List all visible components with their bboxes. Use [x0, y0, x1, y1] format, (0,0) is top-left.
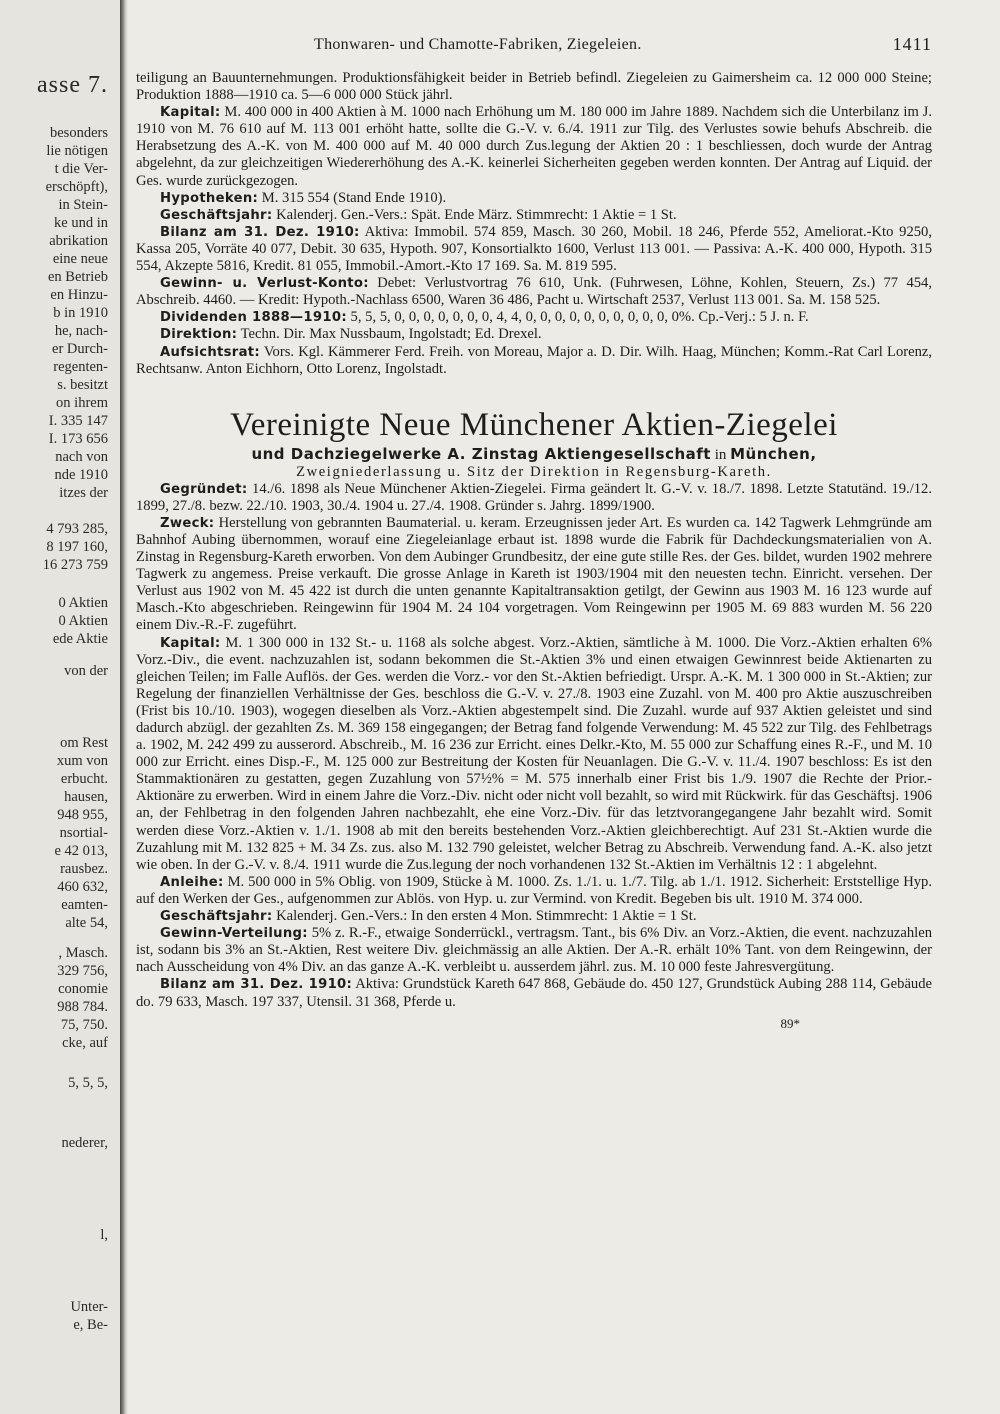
- entry-paragraph: [136, 515, 932, 635]
- margin-fragment: conomie: [58, 981, 108, 997]
- entry-text: Aktiva: Grundstück Kareth 647 868, Gebäude do. 450 127, Grundstück Aubing 288 114, Gebäude do. 79 633, Masch. 197 337, Utensil. 31 368, Pferde u.: [136, 976, 932, 1010]
- entry-paragraph: [136, 344, 932, 378]
- entry-paragraph: [136, 224, 932, 275]
- entry-label: Anleihe:: [160, 874, 224, 890]
- margin-fragment: abrikation: [49, 233, 108, 249]
- entry-label: Dividenden 1888—1910:: [160, 310, 347, 326]
- margin-fragment: 16 273 759: [42, 557, 108, 573]
- entry-paragraph: [136, 874, 932, 908]
- entry-paragraph: [136, 309, 932, 326]
- margin-fragment: erschöpft),: [45, 179, 108, 195]
- margin-fragment: regenten-: [53, 359, 108, 375]
- margin-fragment: en Betrieb: [48, 269, 108, 285]
- margin-fragment: ede Aktie: [52, 631, 108, 647]
- margin-fragment: nach von: [55, 449, 108, 465]
- company-heading: [136, 406, 932, 481]
- margin-fragment: e, Be-: [73, 1317, 108, 1333]
- margin-fragment: asse 7.: [37, 72, 108, 98]
- company-subtitle-in: in: [714, 446, 727, 463]
- margin-fragment: nederer,: [61, 1135, 108, 1151]
- margin-fragment: 988 784.: [57, 999, 108, 1015]
- margin-fragment: xum von: [56, 753, 108, 769]
- margin-fragment: alte 54,: [65, 915, 108, 931]
- entry-paragraph: [136, 104, 932, 189]
- entry-label: Bilanz am 31. Dez. 1910:: [160, 977, 353, 993]
- margin-fragment: t die Ver-: [54, 161, 108, 177]
- margin-fragment: on ihrem: [56, 395, 108, 411]
- entry-paragraph: [136, 190, 932, 207]
- margin-fragment: 5, 5, 5,: [68, 1075, 108, 1091]
- margin-fragment: Unter-: [70, 1299, 108, 1315]
- margin-fragment: 0 Aktien: [58, 613, 108, 629]
- margin-fragment: 460 632,: [57, 879, 108, 895]
- entry-label: Bilanz am 31. Dez. 1910:: [160, 224, 360, 240]
- signature-mark: 89*: [780, 1015, 800, 1031]
- entry-text: M. 1 300 000 in 132 St.- u. 1168 als solche abgest. Vorz.-Aktien, sämtliche à M. 1000. Die Vorz.-Aktien erhalten 6% Vorz.-Div., die event. nachzuzahlen ist, sodann bekommen die St.-Aktien 3% und einen etwaigen Gewinnrest beide Aktienarten zu gleichen Teilen; im Falle Auflös. der Ges. werden die Vorz.- vor den St.-Aktien befriedigt. Urspr. A.-K. M. 1 300 000 in St.-Aktien; zur Regelung der finanziellen Verhältnisse der Ges. beschloss die G.-V. v. 27./8. 1903 eine Zuzahl. von M. 400 pro Aktie auszuschreiben (Frist bis 10./10. 1903), wogegen dieselben als Vorz.-Aktien abgestempelt sind. Die Zuzahl. wurde auf 937 Aktien geleistet und sind dadurch abzügl. der gezahlten Zs. M. 369 158 eingegangen; der Betrag fand folgende Verwendung: M. 45 522 zur Tilg. des Fehlbetrags a. 1902, M. 242 499 zu ausserord. Abschreib., M. 16 236 zur Erricht. eines Delkr.-Kto, M. 55 000 zur Schaffung eines R.-F., und M. 10 000 zur Erricht. eines Disp.-F., M. 125 000 zur Bestreitung der Kosten für Neuanlagen. Die G.-V. v. 11./4. 1907 beschloss: Es ist den Stammaktionären zu gestatten, gegen Zuzahlung von 57½% = M. 575 innerhalb einer Frist bis 1./9. 1907 die Rechte der Prior.-Aktionäre zu erwerben. Wird in einem Jahre die Vorz.-Div. nicht oder nicht voll bezahlt, so wird mit Rückwirk. für das Geschäftsj. 1906 an, der Fehlbetrag in den folgenden Jahren nachbezahlt, ehe eine Vorz.-Div. für das letztvorangegangene Jahr bezahlt wird. Somit werden diese Vorz.-Aktien v. 1./1. 1908 ab mit den bereits bestehenden Vorz.-Aktien gleichberechtigt. Auf 231 St.-Aktien wurde die Zuzahlung mit M. 132 825 + M. 34 Zs. zus. also M. 132 790 geleistet, welcher Betrag zu Abschreib. Verwendung fand. A.-K. also jetzt wie oben. In der G.-V. v. 8./4. 1911 wurde die Zus.legung der noch vorhandenen 132 St.-Aktien im Verhältnis 12 : 1 abgelehnt.: [136, 634, 932, 873]
- entry-text: Debet: Verlustvortrag 76 610, Unk. (Fuhrwesen, Löhne, Kohlen, Steuern, Zs.) 77 454, Abschreib. 4460. — Kredit: Hypoth.-Nachlass 6500, Waren 36 486, Pacht u. Wirtschaft 2537, Verlust 113 001. Sa. M. 158 525.: [136, 275, 932, 309]
- entry-label: Gegründet:: [160, 481, 248, 497]
- entry-text: Kalenderj. Gen.-Vers.: In den ersten 4 Mon. Stimmrecht: 1 Aktie = 1 St.: [276, 908, 697, 925]
- margin-fragment: lie nötigen: [46, 143, 108, 159]
- margin-fragment: he, nach-: [54, 323, 108, 339]
- company-title: Vereinigte Neue Münchener Aktien-Ziegelei: [230, 406, 838, 443]
- entry-text: Herstellung von gebrannten Baumaterial. u. keram. Erzeugnissen jeder Art. Es wurden ca. 142 Tagwerk Lehmgründe am Bahnhof Aubing übernommen, worauf eine Ziegeleianlage erbaut ist. 1898 wurde die Fabrik für Dachdeckungsmaterialien von A. Zinstag in Regensburg-Kareth erworben. Von dem Aubinger Grundbesitz, der eine gute stille Res. der Ges. bildet, wurden 1902 mehrere Tagwerk zu angemess. Preise verkauft. Die grosse Anlage in Kareth ist 1903/1904 mit den neuesten techn. Einricht. versehen. Der Verlust aus 1902 von M. 45 422 ist durch die unten genannte Kapitaltransaktion getilgt, der Gewinn aus 1903 M. 16 123 wurde auf Masch.-Kto abgeschrieben. Reingewinn für 1904 M. 24 104 vorgetragen. Vom Reingewinn per 1905 M. 69 883 wurden M. 56 220 einem Div.-R.-F. zugeführt.: [136, 514, 932, 634]
- margin-fragment: besonders: [50, 125, 108, 141]
- entry-paragraph: [136, 976, 932, 1010]
- company-branch: Zweigniederlassung u. Sitz der Direktion in Regensburg-Kareth.: [296, 463, 772, 480]
- entry-paragraph: [136, 326, 932, 343]
- entry-text: Techn. Dir. Max Nussbaum, Ingolstadt; Ed. Drexel.: [240, 326, 542, 343]
- entry-text: teiligung an Bauunternehmungen. Produktionsfähigkeit beider in Betrieb befindl. Ziegeleien zu Gaimersheim ca. 12 000 000 Steine; Produktion 1888—1910 ca. 5—6 000 000 Stück jährl.: [136, 70, 932, 104]
- margin-fragment: eine neue: [52, 251, 108, 267]
- entry-label: Aufsichtsrat:: [160, 344, 260, 360]
- entry-text: M. 315 554 (Stand Ende 1910).: [261, 189, 447, 206]
- entry-paragraph: [136, 70, 932, 104]
- margin-fragment: om Rest: [60, 735, 108, 751]
- margin-fragment: b in 1910: [53, 305, 108, 321]
- margin-fragment: 329 756,: [57, 963, 108, 979]
- entry-text: Vors. Kgl. Kämmerer Ferd. Freih. von Moreau, Major a. D. Dir. Wilh. Haag, München; Komm.-Rat Carl Lorenz, Rechtsanw. Anton Eichhorn, Otto Lorenz, Ingolstadt.: [136, 343, 932, 377]
- page: [136, 34, 932, 1032]
- entry-paragraph: [136, 481, 932, 515]
- margin-fragment: 0 Aktien: [58, 595, 108, 611]
- margin-fragment: I. 335 147: [48, 413, 108, 429]
- company-subtitle-bold: und Dachziegelwerke A. Zinstag Aktiengesellschaft: [251, 444, 711, 463]
- margin-fragment: hausen,: [64, 789, 108, 805]
- margin-fragment: nde 1910: [54, 467, 108, 483]
- entry-text: Aktiva: Immobil. 574 859, Masch. 30 260, Mobil. 18 246, Pferde 552, Ameliorat.-Kto 9250, Kassa 205, Vorräte 40 077, Debit. 30 635, Hypoth. 907, Konsortialkto 1600, Verlust 113 001. — Passiva: A.-K. 400 000, Hypoth. 315 554, Akzepte 5816, Kredit. 81 055, Immobil.-Amort.-Kto 17 169. Sa. M. 819 595.: [136, 223, 933, 275]
- company-subtitle: [136, 446, 932, 464]
- entry-text: Kalenderj. Gen.-Vers.: Spät. Ende März. Stimmrecht: 1 Aktie = 1 St.: [276, 206, 677, 223]
- margin-fragment: s. besitzt: [57, 377, 108, 393]
- entry-paragraph: [136, 275, 932, 309]
- margin-fragment: cke, auf: [62, 1035, 108, 1051]
- margin-fragment: eamten-: [61, 897, 108, 913]
- entry-label: Hypotheken:: [160, 190, 259, 206]
- entry-label: Zweck:: [160, 515, 215, 531]
- margin-fragment: von der: [64, 663, 108, 679]
- book-gutter: [120, 0, 128, 1414]
- entry-label: Geschäftsjahr:: [160, 207, 273, 223]
- margin-fragment: en Hinzu-: [50, 287, 108, 303]
- margin-fragment: 4 793 285,: [46, 521, 108, 537]
- margin-fragment: 948 955,: [57, 807, 108, 823]
- entry-text: 5% z. R.-F., etwaige Sonderrückl., vertragsm. Tant., bis 6% Div. an Vorz.-Aktien, die event. nachzuzahlen ist, sodann bis 3% an St.-Aktien, Rest weitere Div. gleichmässig an alle Aktien. Der A.-R. erhält 10% Tant. von dem Reingewinn, der nach Ausscheidung von 4% Div. an das ganze A.-K. verbleibt u. ausserdem jährl. zus. M. 10 000 feste Jahresvergütung.: [136, 925, 932, 976]
- entry-paragraph: [136, 635, 932, 874]
- margin-fragment: , Masch.: [58, 945, 108, 961]
- entry-text: 5, 5, 5, 0, 0, 0, 0, 0, 0, 0, 4, 4, 0, 0, 0, 0, 0, 0, 0, 0, 0, 0, 0%. Cp.-Verj.: 5 J. n. F.: [350, 309, 809, 326]
- running-header: [136, 34, 932, 58]
- margin-fragment: in Stein-: [58, 197, 108, 213]
- entry-text: M. 500 000 in 5% Oblig. von 1909, Stücke à M. 1000. Zs. 1./1. u. 1./7. Tilg. ab 1./1. 1912. Sicherheit: Erststellige Hyp. auf den Werken der Ges., aufgenommen zur Ablös. von Hyp. u. zur Vermind. von Kredit. Begeben bis ult. 1910 M. 374 000.: [136, 873, 932, 907]
- entry-paragraph: [136, 207, 932, 224]
- page-number: 1411: [892, 34, 932, 54]
- margin-fragment: erbucht.: [60, 771, 108, 787]
- margin-fragment: nsortial-: [59, 825, 108, 841]
- entry-paragraph: [136, 925, 932, 976]
- entry-label: Kapital:: [160, 635, 221, 651]
- margin-fragment: rausbez.: [60, 861, 108, 877]
- margin-fragment: 8 197 160,: [46, 539, 108, 555]
- entry-label: Gewinn-Verteilung:: [160, 926, 308, 942]
- margin-fragment: e 42 013,: [54, 843, 108, 859]
- adjacent-page-margin: [0, 0, 120, 1414]
- entry-label: Geschäftsjahr:: [160, 909, 273, 925]
- margin-fragment: itzes der: [59, 485, 108, 501]
- entry-text: 14./6. 1898 als Neue Münchener Aktien-Ziegelei. Firma geändert lt. G.-V. v. 18./7. 1898. Letzte Statutänd. 19./12. 1899, 27./8. bezw. 22./10. 1903, 30./4. 1904 u. 27./4. 1908. Gründer s. Jahrg. 1899/1900.: [136, 480, 932, 514]
- entry-label: Gewinn- u. Verlust-Konto:: [160, 276, 369, 292]
- margin-fragment: er Durch-: [52, 341, 108, 357]
- entry-paragraph: [136, 908, 932, 925]
- company-subtitle-city: München,: [730, 444, 817, 463]
- page-content: [136, 70, 932, 1032]
- entry-text: M. 400 000 in 400 Aktien à M. 1000 nach Erhöhung um M. 180 000 im Jahre 1889. Nachdem sich die Unterbilanz im J. 1910 von M. 76 610 auf M. 113 001 erhöht hatte, sollte die G.-V. v. 6./4. 1911 zur Tilg. des Verlustes sowie behufs Abschreib. die Herabsetzung des A.-K. von M. 400 000 auf M. 40 000 durch Zus.legung der Aktien 20 : 1 beschliessen, doch wurde der Antrag abgelehnt, da zur gleichzeitigen Wiedererhöhung des A.-K. keinerlei Sicherheiten gegeben werden konnten. Der Antrag auf Liquid. der Ges. wurde zurückgezogen.: [136, 104, 932, 189]
- entry-label: Kapital:: [160, 105, 221, 121]
- margin-fragment: l,: [100, 1227, 108, 1243]
- margin-fragment: ke und in: [54, 215, 108, 231]
- margin-fragment: I. 173 656: [48, 431, 108, 447]
- margin-fragment: 75, 750.: [60, 1017, 108, 1033]
- running-title: Thonwaren- und Chamotte-Fabriken, Ziegeleien.: [314, 36, 642, 53]
- previous-company-entry: [136, 70, 932, 378]
- company-entry: [136, 481, 932, 1011]
- entry-label: Direktion:: [160, 327, 238, 343]
